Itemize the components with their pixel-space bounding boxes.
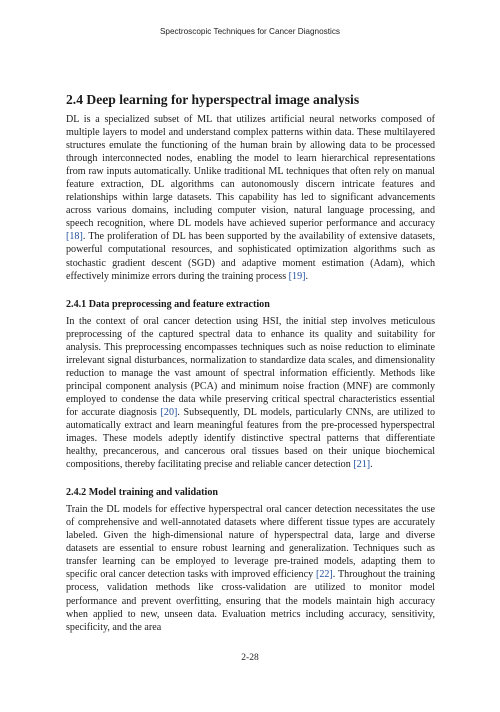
paragraph-text: . The proliferation of DL has been supported by the availability of extensive datasets, powerful computational resources, and sophisticated optimization algorithms such as stochastic gradient descent (SGD) and adaptive moment estimation (Adam), which effectively minimize errors during the training process xyxy=(66,231,435,282)
running-head: Spectroscopic Techniques for Cancer Diagnostics xyxy=(159,27,341,36)
section-heading: 2.4 Deep learning for hyperspectral image analysis xyxy=(66,92,360,107)
citation-link[interactable]: [18] xyxy=(66,231,83,243)
citation-link[interactable]: [19] xyxy=(288,270,306,282)
main-content xyxy=(66,92,435,634)
paragraph-text: DL is a specialized subset of ML that utilizes artificial neural networks composed of multiple layers to model and understand complex patterns within data. These multilayered structures emulate the functioning of the human brain by allowing data to be processed through interconnected nodes, enabling the model to learn hierarchical representations from raw inputs automatically. Unlike traditional ML techniques that often rely on manual feature extraction, DL algorithms can autonomously discern intricate features and relationships within large datasets. This capability has led to significant advancements across various domains, including computer vision, natural language processing, and speech recognition, where DL models have achieved superior performance and accuracy xyxy=(66,114,435,230)
subsection-paragraph xyxy=(66,503,435,633)
citation-link[interactable]: [20] xyxy=(160,406,178,418)
section-paragraph xyxy=(66,113,435,283)
subsection-paragraph xyxy=(66,315,435,472)
paragraph-text: In the context of oral cancer detection using HSI, the initial step involves meticulous preprocessing of the captured spectral data to enhance its quality and suitability for analysis. This preprocessing encompasses techniques such as noise reduction to eliminate irrelevant signal disturbances, normalization to standardize data scales, and dimensionality reduction to manage the vast amount of spectral information efficiently. Methods like principal component analysis (PCA) and minimum noise fraction (MNF) are commonly employed to condense the data while preserving critical spectral characteristics essential for accurate diagnosis xyxy=(66,315,435,418)
page-number: 2-28 xyxy=(241,653,259,663)
paragraph-text: . Throughout the training process, validation methods like cross-validation are utilized to monitor model performance and prevent overfitting, ensuring that the models maintain high accuracy when applied to new, unseen data. Evaluation metrics including accuracy, sensitivity, specificity, and the area xyxy=(66,569,435,633)
paragraph-text: . xyxy=(370,459,373,471)
paragraph-text: . Subsequently, DL models, particularly CNNs, are utilized to automatically extract and learn meaningful features from the pre-processed hyperspectral images. These models adeptly identify distinctive spectral patterns that differentiate healthy, precancerous, and cancerous oral tissues based on their unique biochemical compositions, thereby facilitating precise and reliable cancer detection xyxy=(66,406,435,471)
paragraph-text: Train the DL models for effective hyperspectral oral cancer detection necessitates the use of comprehensive and well-annotated datasets where different tissue types are accurately labeled. Given the high-dimensional nature of hyperspectral data, large and diverse datasets are essential to ensure robust learning and generalization. Techniques such as transfer learning can be employed to leverage pre-trained models, adapting them to specific oral cancer detection tasks with improved efficiency xyxy=(66,504,435,581)
citation-link[interactable]: [22] xyxy=(315,569,333,581)
subsection-heading: 2.4.1 Data preprocessing and feature extraction xyxy=(66,298,270,310)
citation-link[interactable]: [21] xyxy=(353,459,371,471)
subsection-heading: 2.4.2 Model training and validation xyxy=(66,487,218,499)
paragraph-text: . xyxy=(305,270,309,282)
